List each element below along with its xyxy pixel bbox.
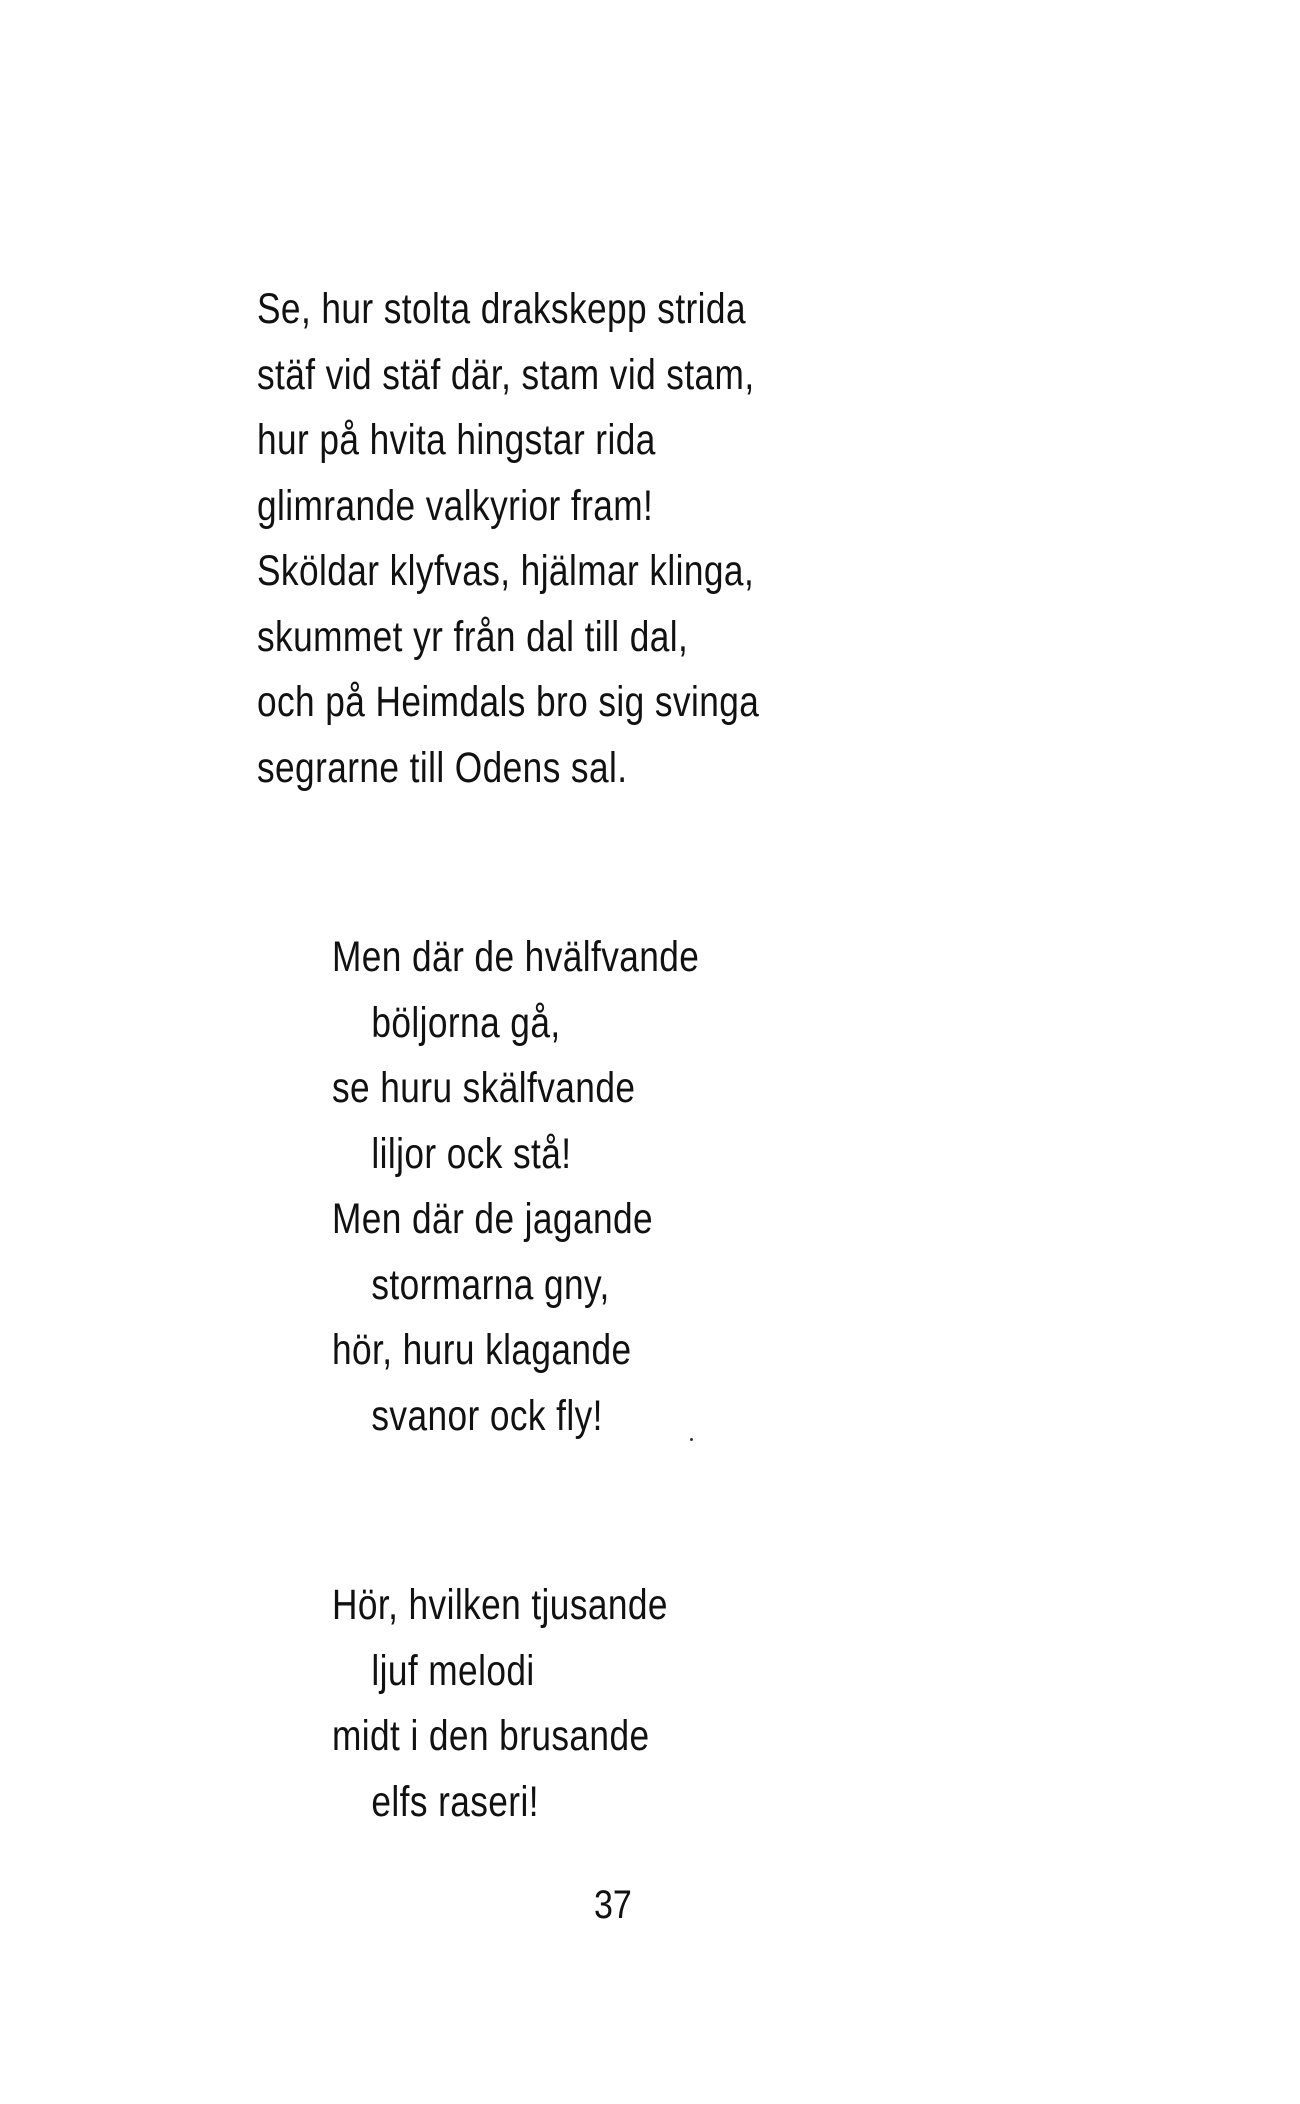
poem-line: Men där de hvälfvande <box>332 933 700 981</box>
poem-line: segrarne till Odens sal. <box>257 743 628 792</box>
poem-line: midt i den brusande <box>332 1712 650 1760</box>
poem-line: stäf vid stäf där, stam vid stam, <box>257 350 755 399</box>
stanza-3 <box>332 1573 742 1835</box>
poem-line: se huru skälfvande <box>332 1064 636 1112</box>
poem-line: Se, hur stolta drakskepp strida <box>257 285 746 333</box>
poem-line-indented: elfs raseri! <box>371 1777 539 1826</box>
poem-line-indented: liljor ock stå! <box>371 1129 572 1178</box>
stanza-1 <box>257 277 870 801</box>
page-number: 37 <box>594 1883 632 1927</box>
poem-line: hur på hvita hingstar rida <box>257 416 656 464</box>
poem-line-indented: svanor ock fly! <box>371 1391 603 1440</box>
poem-line: Men där de jagande <box>332 1195 654 1243</box>
poem-line: hör, huru klagande <box>332 1326 632 1374</box>
poem-line-indented: ljuf melodi <box>371 1646 535 1695</box>
poem-line: och på Heimdals bro sig svinga <box>257 678 760 726</box>
poem-line: skummet yr från dal till dal, <box>257 612 689 661</box>
poem-line: glimrande valkyrior fram! <box>257 481 654 530</box>
stanza-2 <box>332 925 780 1449</box>
poem-line: Hör, hvilken tjusande <box>332 1581 668 1629</box>
poem-line-indented: böljorna gå, <box>371 998 561 1047</box>
poem-line: Sköldar klyfvas, hjälmar klinga, <box>257 547 755 595</box>
poem-line-indented: stormarna gny, <box>371 1260 610 1309</box>
print-speck <box>690 1438 693 1441</box>
